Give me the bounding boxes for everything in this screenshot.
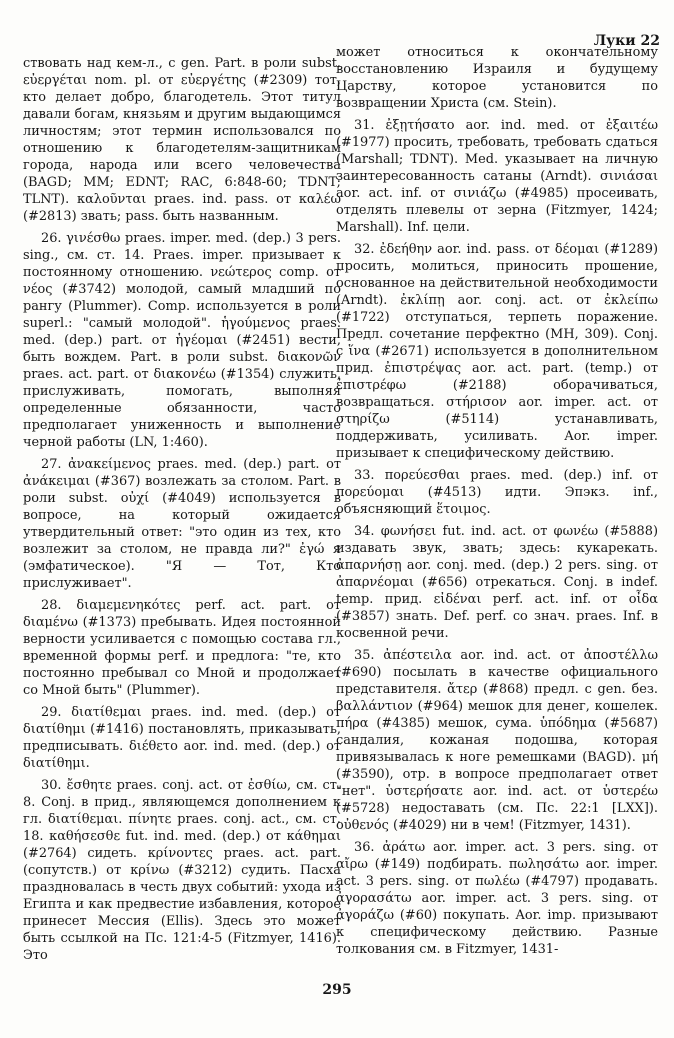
paragraph: 36. ἀράτω aor. imper. act. 3 pers. sing. от αἴρω (#149) подбирать. πωλησάτω aor. imper. act. 3 pers. sing. от πωλέω (#4797) продавать. ἀγορασάτω aor. imper. act. 3 pers. sing. от ἀγοράζω (#60) покупать. Aor. imp. призывают к специфическому действию. Разные толкования см. в Fitzmyer, 1431- xyxy=(336,840,658,957)
paragraph: 31. ἐξῃτήσατο aor. ind. med. от ἐξαιτέω (#1977) просить, требовать, требовать сдаться (Marshall; TDNT). Med. указывает на личную заинтересованность сатаны (Arndt). σινιάσαι aor. act. inf. от σινιάζω (#4985) просеивать, отделять плевелы от зерна (Fitzmyer, 1424; Marshall). Inf. цели. xyxy=(336,118,658,235)
paragraph: 30. ἔσθητε praes. conj. act. от ἐσθίω, см. ст. 8. Conj. в прид., являющемся дополнением к гл. διατίθεμαι. πίνητε praes. conj. act., см. ст. 18. καθήσεσθε fut. ind. med. (dep.) от κάθημαι (#2764) сидеть. κρίνοντες praes. act. part. (сопутств.) от κρίνω (#3212) судить. Пасха праздновалась в честь двух событий: ухода из Египта и как предвестие избавления, которое принесет Мессия (Ellis). Здесь это может быть ссылкой на Пс. 121:4-5 (Fitzmyer, 1416). Это xyxy=(23,778,341,963)
right-column xyxy=(336,44,658,963)
left-column xyxy=(23,55,341,969)
paragraph: 28. διαμεμενηκότες perf. act. part. от διαμένω (#1373) пребывать. Идея постоянной верности усиливается с помощью состава гл., временной формы perf. и предлога: "те, кто постоянно пребывал со Мной и продолжает со Мной быть" (Plummer). xyxy=(23,598,341,698)
paragraph: 32. ἐδεήθην aor. ind. pass. от δέομαι (#1289) просить, молиться, приносить прошение, основанное на действительной необходимости (Arndt). ἐκλίπῃ aor. conj. act. от ἐκλείπω (#1722) отступаться, терпеть поражение. Предл. сочетание перфектно (MH, 309). Conj. с ἵνα (#2671) используется в дополнительном прид. ἐπιστρέψας aor. act. part. (temp.) от ἐπιστρέφω (#2188) оборачиваться, возвращаться. στήρισον aor. imper. act. от στηρίζω (#5114) устанавливать, поддерживать, усиливать. Aor. imper. призывает к специфическому действию. xyxy=(336,242,658,461)
paragraph: 27. ἀνακείμενος praes. med. (dep.) part. от ἀνάκειμαι (#367) возлежать за столом. Part. в роли subst. οὐχί (#4049) используется в вопросе, на который ожидается утвердительный ответ: "это один из тех, кто возлежит за столом, не правда ли?" ἐγώ я (эмфатическое). "Я — Тот, Кто прислуживает". xyxy=(23,457,341,591)
running-head: Луки 22 xyxy=(593,33,660,49)
paragraph: 33. πορεύεσθαι praes. med. (dep.) inf. от πορεύομαι (#4513) идти. Эпэкз. inf., объясняющий ἕτοιμος. xyxy=(336,468,658,517)
paragraph: ствовать над кем-л., с gen. Part. в роли subst. εὐεργέται nom. pl. от εὐεργέτης (#2309) тот, кто делает добро, благодетель. Этот титул давали богам, князьям и другим выдающимся личностям; этот термин использовался по отношению к благодетелям-защитникам города, народа или всего человечества (BAGD; MM; EDNT; RAC, 6:848-60; TDNT; TLNT). καλοῦνται praes. ind. pass. от καλέω (#2813) звать; pass. быть названным. xyxy=(23,56,341,224)
page-number: 295 xyxy=(322,982,352,998)
paragraph: 29. διατίθεμαι praes. ind. med. (dep.) от διατίθημι (#1416) постановлять, приказывать, предписывать. διέθετο aor. ind. med. (dep.) от διατίθημι. xyxy=(23,705,341,771)
paragraph: 26. γινέσθω praes. imper. med. (dep.) 3 pers. sing., см. ст. 14. Praes. imper. призывает к постоянному отношению. νεώτερος comp. от νέος (#3742) молодой, самый младший по рангу (Plummer). Comp. используется в роли superl.: "самый молодой". ἡγούμενος praes. med. (dep.) part. от ἡγέομαι (#2451) вести, быть вождем. Part. в роли subst. διακονῶν praes. act. part. от διακονέω (#1354) служить, прислуживать, помогать, выполняя определенные обязанности, часто предполагает униженность и выполнение черной работы (LN, 1:460). xyxy=(23,231,341,450)
paragraph: может относиться к окончательному восстановлению Израиля и будущему Царству, которое установится по возвращении Христа (см. Stein). xyxy=(336,45,658,111)
paragraph: 34. φωνήσει fut. ind. act. от φωνέω (#5888) издавать звук, звать; здесь: кукарекать. ἀπαρνήσῃ aor. conj. med. (dep.) 2 pers. sing. от ἀπαρνέομαι (#656) отрекаться. Conj. в indef. temp. прид. εἰδέναι perf. act. inf. от οἶδα (#3857) знать. Def. perf. со знач. praes. Inf. в косвенной речи. xyxy=(336,524,658,641)
paragraph: 35. ἀπέστειλα aor. ind. act. от ἀποστέλλω (#690) посылать в качестве официального представителя. ἄτερ (#868) предл. с gen. без. βαλλάντιον (#964) мешок для денег, кошелек. πήρα (#4385) мешок, сума. ὑπόδημα (#5687) сандалия, кожаная подошва, которая привязывалась к ноге ремешками (BAGD). μή (#3590), отр. в вопросе предполагает ответ "нет". ὑστερήσατε aor. ind. act. от ὑστερέω (#5728) недоставать (см. Пс. 22:1 [LXX]). οὐθενός (#4029) ни в чем! (Fitzmyer, 1431). xyxy=(336,648,658,833)
